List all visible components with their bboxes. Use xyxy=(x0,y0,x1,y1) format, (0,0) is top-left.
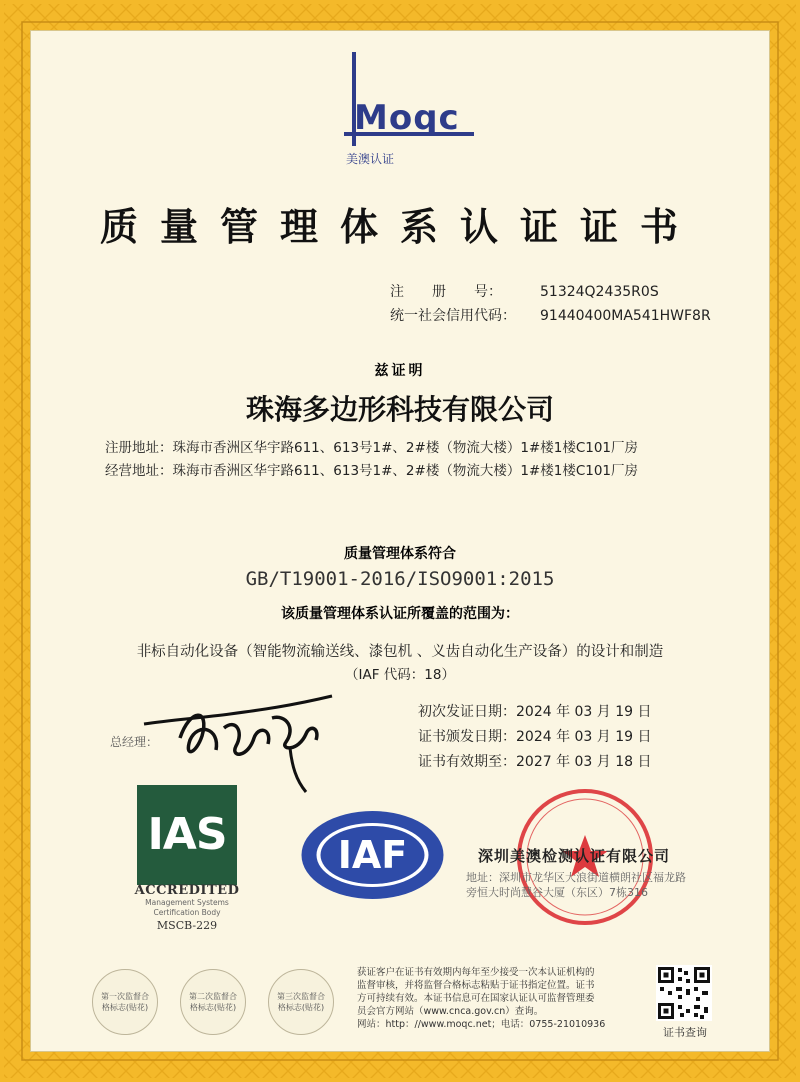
ias-logo: IAS xyxy=(137,785,237,885)
cert-number: 51324Q2435R0S xyxy=(540,284,659,300)
notice-line: 方可持续有效。本证书信息可在国家认证认可监督管理委 xyxy=(357,993,595,1004)
initial-date: 2024 年 03 月 19 日 xyxy=(516,704,652,720)
ias-code: MSCB-229 xyxy=(156,919,218,932)
dates-block xyxy=(418,700,652,775)
ias-description xyxy=(118,898,256,918)
scope-heading: 该质量管理体系认证所覆盖的范围为： xyxy=(281,606,519,622)
ias-description-line2: Certification Body xyxy=(153,908,221,917)
expiry-date-label: 证书有效期至： xyxy=(418,754,516,770)
issue-date-row xyxy=(418,725,652,750)
moqc-logo-subtitle: 美澳认证 xyxy=(346,152,395,166)
registration-block xyxy=(390,280,711,328)
notice-line: 获证客户在证书有效期内每年至少接受一次本认证机构的 xyxy=(357,967,595,978)
credit-code-label: 统一社会信用代码： xyxy=(390,308,516,324)
expiry-date: 2027 年 03 月 18 日 xyxy=(516,754,652,770)
comply-text: 质量管理体系符合 xyxy=(344,546,456,562)
initial-date-row xyxy=(418,700,652,725)
registered-address: 注册地址：珠海市香洲区华宇路611、613号1#、2#楼（物流大楼）1#楼1楼C101厂房 xyxy=(105,440,639,456)
moqc-logo-text: Moqc xyxy=(354,98,460,138)
issue-date: 2024 年 03 月 19 日 xyxy=(516,729,652,745)
qr-code[interactable] xyxy=(656,965,712,1021)
iaf-logo xyxy=(300,810,445,900)
supervision-stamp-3 xyxy=(268,969,334,1035)
credit-code: 91440400MA541HWF8R xyxy=(540,308,711,324)
notice-line: 网站：http：//www.moqc.net；电话：0755-21010936 xyxy=(357,1019,606,1030)
notice-line: 员会官方网站（www.cnca.gov.cn）查询。 xyxy=(357,1006,544,1017)
scope-text: 非标自动化设备（智能物流输送线、漆包机 、义齿自动化生产设备）的设计和制造 xyxy=(136,644,664,660)
svg-text:IAF: IAF xyxy=(337,833,408,877)
certifier-address: 地址：深圳市龙华区大浪街道横朗社区福龙路旁恒大时尚慧谷大厦（东区）7栋316 xyxy=(466,871,686,899)
cert-number-label: 注 册 号： xyxy=(390,284,502,300)
initial-date-label: 初次发证日期： xyxy=(418,704,516,720)
moqc-logo xyxy=(318,50,488,170)
supervision-stamp-label: 第三次监督合格标志(贴花) xyxy=(277,992,325,1012)
notice-line: 监督审核，并将监督合格标志粘贴于证书指定位置。证书 xyxy=(357,980,595,991)
supervision-stamp-2 xyxy=(180,969,246,1035)
notice-text xyxy=(357,966,639,1031)
qr-label: 证书查询 xyxy=(663,1026,707,1039)
certificate-title: 质量管理体系认证证书 xyxy=(99,205,700,249)
hereby-text: 兹证明 xyxy=(374,363,426,379)
supervision-stamp-label: 第一次监督合格标志(贴花) xyxy=(101,992,149,1012)
supervision-stamp-1 xyxy=(92,969,158,1035)
credit-code-row xyxy=(390,304,711,328)
supervision-stamp-label: 第二次监督合格标志(贴花) xyxy=(189,992,237,1012)
signature-image xyxy=(140,688,340,798)
standard-code: GB/T19001-2016/ISO9001:2015 xyxy=(245,568,555,590)
expiry-date-row xyxy=(418,750,652,775)
company-name: 珠海多边形科技有限公司 xyxy=(245,393,554,426)
signature-label: 总经理： xyxy=(110,735,159,749)
issue-date-label: 证书颁发日期： xyxy=(418,729,516,745)
cert-number-row xyxy=(390,280,711,304)
business-address: 经营地址：珠海市香洲区华宇路611、613号1#、2#楼（物流大楼）1#楼1楼C101厂房 xyxy=(105,463,639,479)
ias-description-line1: Management Systems xyxy=(145,898,229,907)
iaf-code: （IAF 代码：18） xyxy=(345,667,455,683)
ias-accredited: ACCREDITED xyxy=(134,883,240,898)
certifier-name: 深圳美澳检测认证有限公司 xyxy=(478,847,671,865)
